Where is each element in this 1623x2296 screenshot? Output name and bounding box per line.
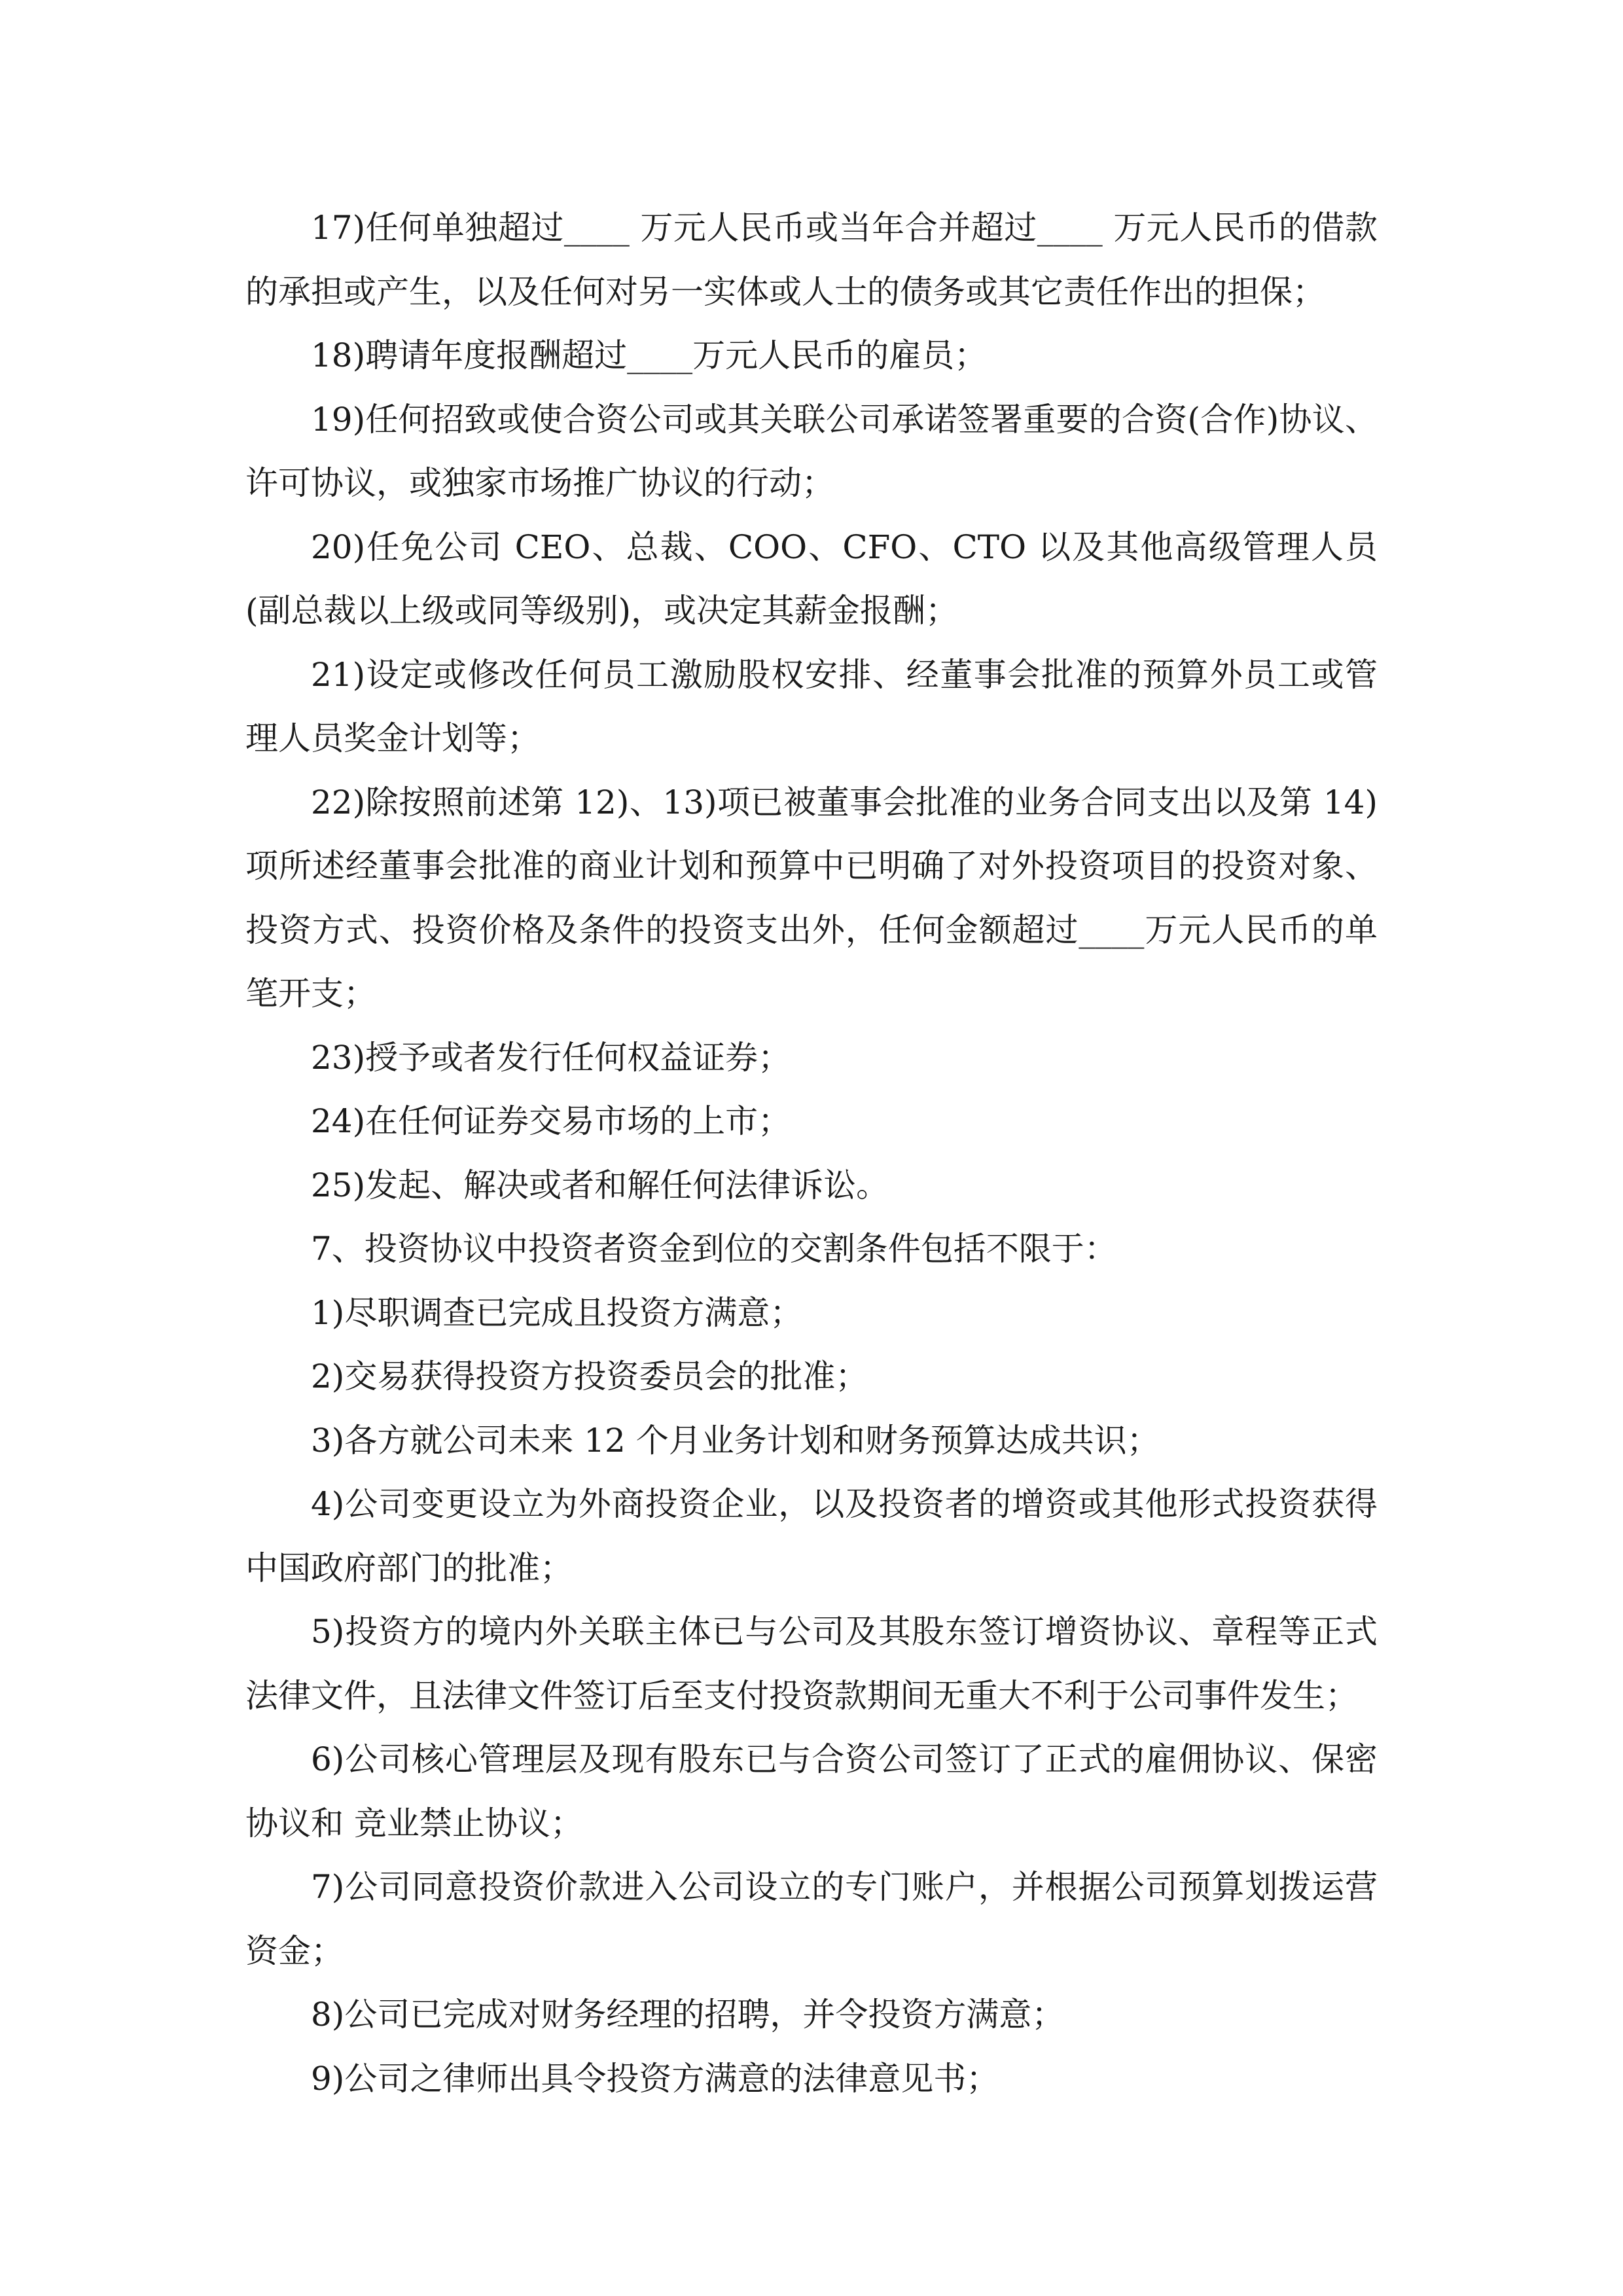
paragraph-item-18: 18)聘请年度报酬超过____万元人民币的雇员；	[311, 336, 988, 374]
paragraph-item-22: 22)除按照前述第 12)、13)项已被董事会批准的业务合同支出以及第 14)项所述经董事会批准的商业计划和预算中已明确了对外投资项目的投资对象、投资方式、投资价格及条件的投资支出外，任何金额超过____万元人民币的单笔开支；	[245, 783, 1378, 1013]
paragraph-item-21: 21)设定或修改任何员工激励股权安排、经董事会批准的预算外员工或管理人员奖金计划等；	[245, 655, 1378, 757]
paragraph-item-17: 17)任何单独超过____ 万元人民币或当年合并超过____ 万元人民币的借款的承担或产生，以及任何对另一实体或人士的债务或其它责任作出的担保；	[245, 209, 1378, 311]
condition-item-7: 7)公司同意投资价款进入公司设立的专门账户，并根据公司预算划拨运营资金；	[245, 1868, 1378, 1970]
paragraph-item-19: 19)任何招致或使合资公司或其关联公司承诺签署重要的合资(合作)协议、许可协议，或独家市场推广协议的行动；	[245, 400, 1378, 502]
condition-item-8: 8)公司已完成对财务经理的招聘，并令投资方满意；	[311, 1996, 1065, 2034]
condition-item-3: 3)各方就公司未来 12 个月业务计划和财务预算达成共识；	[311, 1421, 1160, 1460]
paragraph-item-23: 23)授予或者发行任何权益证券；	[311, 1038, 791, 1077]
condition-item-9: 9)公司之律师出具令投资方满意的法律意见书；	[311, 2059, 999, 2098]
section-heading-7: 7、投资协议中投资者资金到位的交割条件包括不限于：	[311, 1230, 1117, 1268]
condition-item-1: 1)尽职调查已完成且投资方满意；	[311, 1293, 803, 1332]
paragraph-item-20: 20)任免公司 CEO、总裁、COO、CFO、CTO 以及其他高级管理人员(副总裁以上级或同等级别)，或决定其薪金报酬；	[245, 528, 1378, 630]
paragraph-item-24: 24)在任何证券交易市场的上市；	[311, 1102, 791, 1140]
condition-item-2: 2)交易获得投资方投资委员会的批准；	[311, 1357, 868, 1395]
condition-item-4: 4)公司变更设立为外商投资企业，以及投资者的增资或其他形式投资获得中国政府部门的批准；	[245, 1485, 1378, 1587]
paragraph-item-25: 25)发起、解决或者和解任何法律诉讼。	[311, 1166, 889, 1204]
document-body	[245, 196, 1378, 2111]
condition-item-6: 6)公司核心管理层及现有股东已与合资公司签订了正式的雇佣协议、保密协议和 竞业禁止协议；	[245, 1740, 1378, 1842]
condition-item-5: 5)投资方的境内外关联主体已与公司及其股东签订增资协议、章程等正式法律文件，且法律文件签订后至支付投资款期间无重大不利于公司事件发生；	[245, 1613, 1378, 1715]
